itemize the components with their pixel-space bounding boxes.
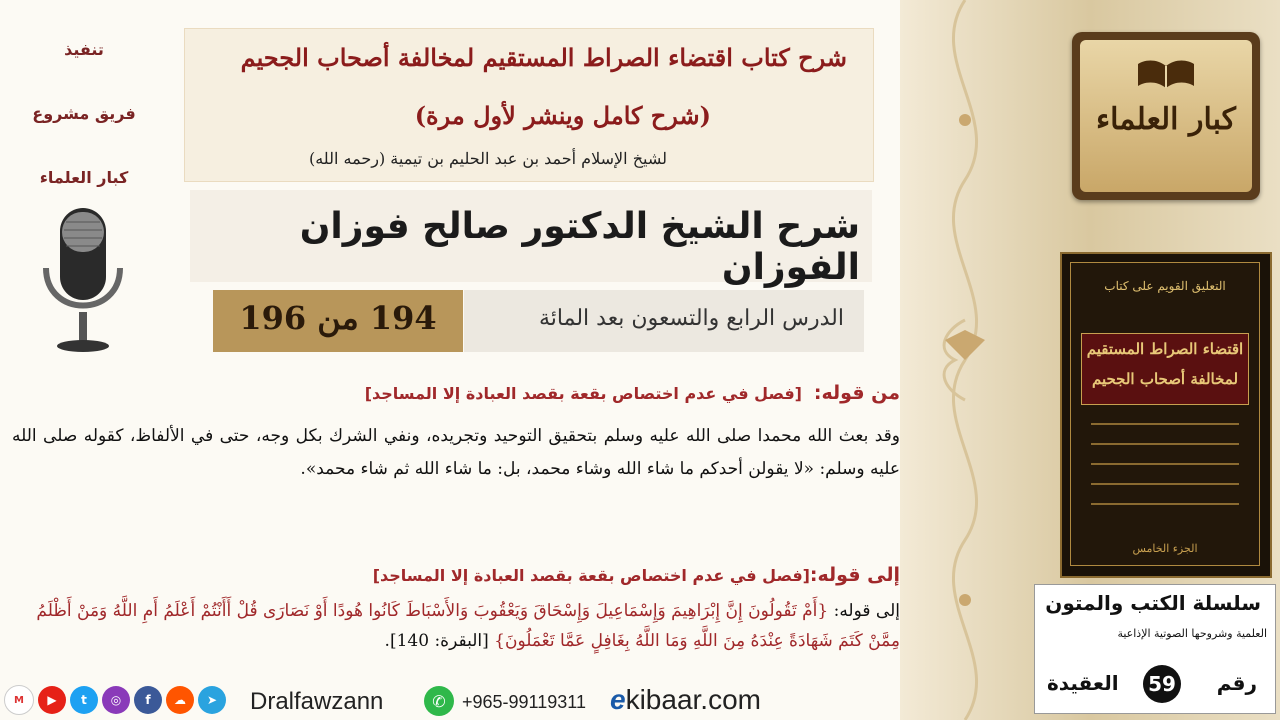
book-cover-inner: [1070, 262, 1260, 566]
body-paragraph: وقد بعث الله محمدا صلى الله عليه وسلم بتحقيق التوحيد وتجريده، ونفي الشرك بكل وجه، حتى في الألفاظ، كقوله صلى الله عليه وسلم: «لا يقولن أحدكم ما شاء الله وشاء محمد، بل: ما شاء الله ثم شاء محمد».: [12, 426, 900, 479]
credit-line-2: فريق مشروع: [32, 104, 136, 123]
lesson-number-panel: [213, 290, 463, 352]
youtube-icon[interactable]: ▶: [38, 686, 66, 714]
number-label: رقم: [1216, 671, 1257, 695]
book-cover-line: [1091, 463, 1239, 465]
series-panel: [1034, 584, 1276, 714]
phone-number[interactable]: +965-99119311: [462, 692, 586, 712]
telegram-icon[interactable]: ➤: [198, 686, 226, 714]
book-cover-line: [1091, 423, 1239, 425]
microphone-icon: [38, 208, 128, 354]
lesson-name: الدرس الرابع والتسعون بعد المائة: [539, 306, 844, 331]
quran-verse: {أَمْ تَقُولُونَ إِنَّ إِبْرَاهِيمَ وَإِسْمَاعِيلَ وَإِسْحَاقَ وَيَعْقُوبَ وَالأَسْبَاطَ كَانُوا هُودًا أَوْ نَصَارَى قُلْ أَأَنْتُمْ أَعْلَمُ أَمِ اللَّهُ وَمَنْ أَظْلَمُ مِمَّنْ كَتَمَ شَهَادَةً عِنْدَهُ مِنَ اللَّهِ وَمَا اللَّهُ بِغَافِلٍ عَمَّا تَعْمَلُونَ}: [36, 601, 900, 651]
facebook-icon[interactable]: f: [134, 686, 162, 714]
series-number-row: [1047, 667, 1267, 703]
social-icons-row: [4, 682, 226, 718]
site-domain: kibaar.com: [625, 684, 761, 715]
sheikh-panel: [190, 190, 872, 288]
twitter-icon[interactable]: t: [70, 686, 98, 714]
book-cover-foot: الجزء الخامس: [1132, 542, 1198, 555]
series-title: سلسلة الكتب والمتون: [1045, 591, 1261, 615]
verse-reference: [البقرة: 140].: [384, 631, 489, 651]
book-cover-title: اقتضاء الصراط المستقيم لمخالفة أصحاب الجحيم: [1081, 333, 1249, 405]
series-subtitle: العلمية وشروحها الصوتية الإذاعية: [1117, 627, 1267, 640]
to-chapter: [فصل في عدم اختصاص بقعة بقصد العبادة إلا المساجد]: [372, 566, 810, 585]
book-cover-line: [1091, 503, 1239, 505]
book-author: لشيخ الإسلام أحمد بن عبد الحليم بن تيمية (رحمه الله): [308, 149, 667, 168]
book-title: شرح كتاب اقتضاء الصراط المستقيم لمخالفة أصحاب الجحيم: [240, 43, 847, 72]
series-category: العقيدة: [1047, 671, 1119, 695]
book-subtitle: (شرح كامل وينشر لأول مرة): [414, 101, 711, 130]
series-number: 59: [1143, 665, 1181, 703]
open-book-icon: [1136, 56, 1196, 92]
lesson-number: 194 من 196: [239, 299, 437, 337]
book-title-panel: [184, 28, 874, 182]
lesson-panel: [464, 290, 864, 352]
soundcloud-icon[interactable]: ☁: [166, 686, 194, 714]
book-cover-line: [1091, 443, 1239, 445]
gmail-icon[interactable]: M: [4, 685, 34, 715]
credit-line-1: تنفيذ: [64, 40, 104, 59]
whatsapp-icon[interactable]: ✆: [424, 686, 454, 716]
book-cover-top: التعليق القويم على كتاب: [1104, 279, 1226, 293]
logo-inner: [1080, 40, 1252, 192]
kibar-logo: [1072, 32, 1260, 200]
logo-text: كبار العلماء: [1096, 102, 1236, 137]
verse-block: [12, 596, 900, 656]
verse-intro: إلى قوله:: [833, 601, 900, 621]
site-logo-letter: e: [610, 684, 626, 715]
to-label: إلى قوله:: [809, 564, 900, 586]
book-cover: [1060, 252, 1272, 578]
credit-line-3: كبار العلماء: [39, 168, 129, 187]
from-chapter: [فصل في عدم اختصاص بقعة بقصد العبادة إلا المساجد]: [364, 384, 802, 403]
website-link[interactable]: [610, 684, 761, 716]
floral-ornament: [905, 0, 1025, 720]
instagram-icon[interactable]: ◎: [102, 686, 130, 714]
sheikh-name: شرح الشيخ الدكتور صالح فوزان الفوزان: [299, 206, 860, 288]
book-cover-line: [1091, 483, 1239, 485]
from-label: من قوله:: [813, 382, 900, 404]
social-handle[interactable]: Dralfawzann: [250, 688, 384, 715]
